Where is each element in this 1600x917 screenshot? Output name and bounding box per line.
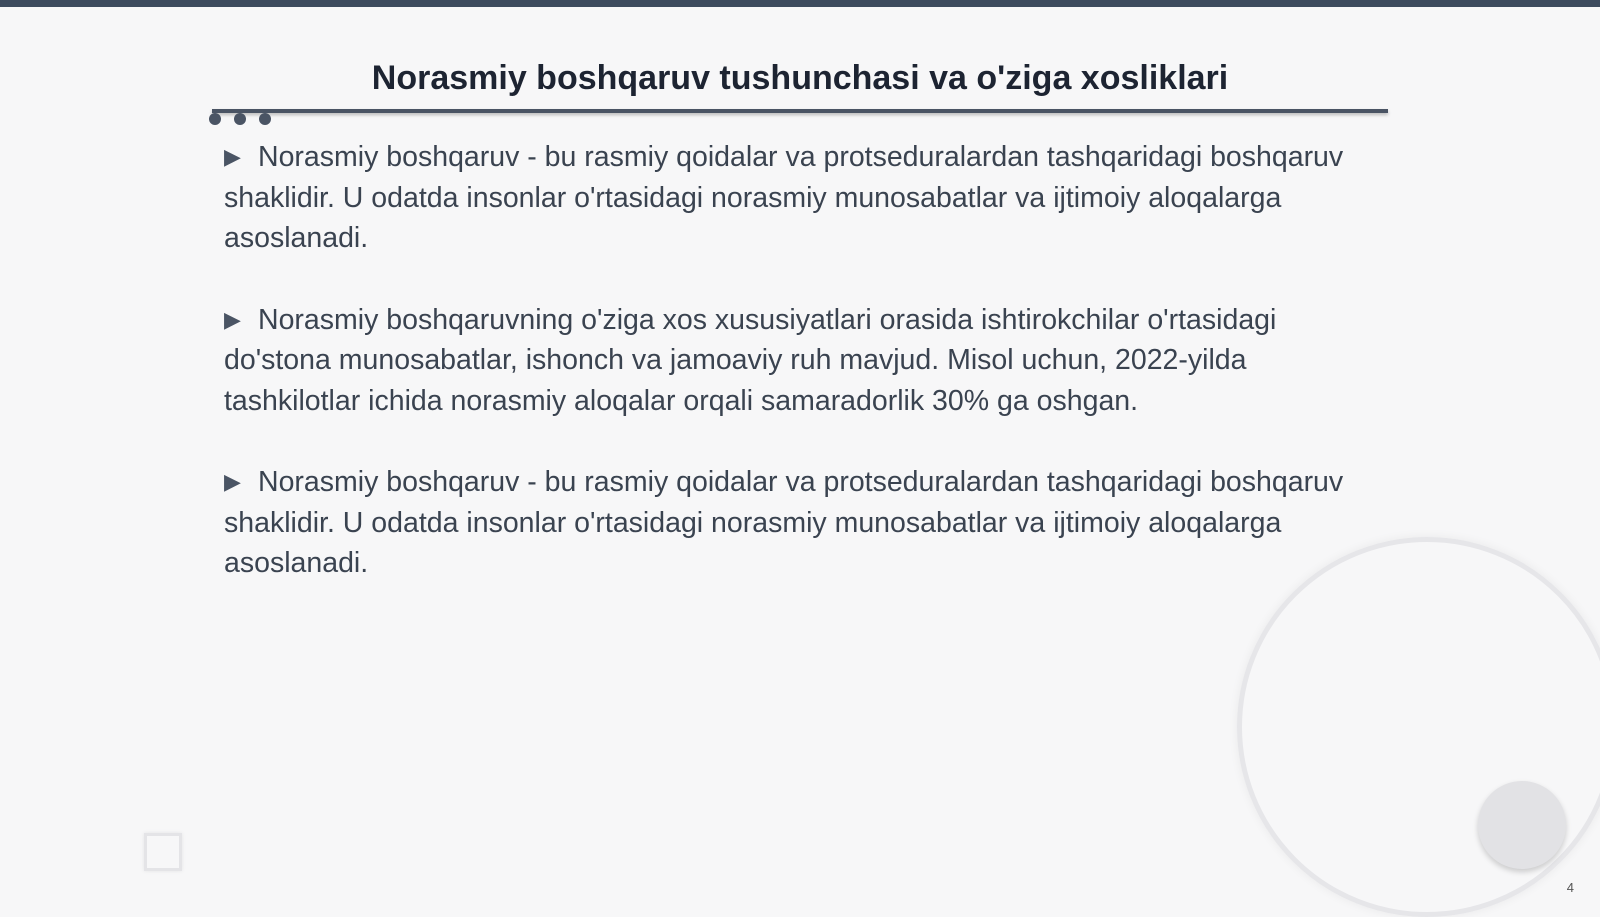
triangle-right-icon: ▶ — [224, 469, 241, 494]
bullet-item — [224, 462, 1374, 584]
bullet-text: Norasmiy boshqaruv - bu rasmiy qoidalar va protseduralardan tashqaridagi boshqaruv shaklidir. U odatda insonlar o'rtasidagi norasmiy munosabatlar va ijtimoiy aloqalarga asoslanadi. — [224, 141, 1344, 254]
bullet-text: Norasmiy boshqaruv - bu rasmiy qoidalar va protseduralardan tashqaridagi boshqaruv shaklidir. U odatda insonlar o'rtasidagi norasmiy munosabatlar va ijtimoiy aloqalarga asoslanadi. — [224, 466, 1344, 579]
top-accent-bar — [0, 0, 1600, 7]
bullet-list — [224, 137, 1374, 625]
bullet-item — [224, 137, 1374, 259]
underline-dot-2 — [234, 113, 246, 125]
page-number: 4 — [1566, 880, 1574, 895]
slide-title: Norasmiy boshqaruv tushunchasi va o'ziga xosliklari — [371, 59, 1229, 97]
title-underline — [212, 109, 1388, 113]
decorative-disc — [1478, 781, 1566, 869]
decorative-square — [144, 833, 182, 871]
underline-dot-1 — [209, 113, 221, 125]
bullet-item — [224, 300, 1374, 422]
triangle-right-icon: ▶ — [224, 306, 241, 332]
triangle-right-icon: ▶ — [224, 144, 241, 169]
underline-dot-3 — [259, 113, 271, 125]
bullet-text: Norasmiy boshqaruvning o'ziga xos xususiyatlari orasida ishtirokchilar o'rtasidagi do'stona munosabatlar, ishonch va jamoaviy ruh mavjud. Misol uchun, 2022-yilda tashkilotlar ichida norasmiy aloqalar orqali samaradorlik 30% ga oshgan. — [224, 303, 1277, 417]
